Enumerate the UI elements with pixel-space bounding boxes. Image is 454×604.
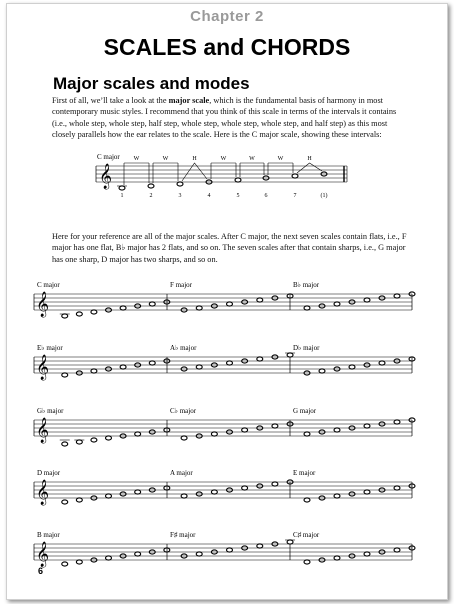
example-note [235, 178, 241, 182]
scale-note [334, 428, 340, 432]
scale-note [334, 302, 340, 306]
scale-note [196, 306, 202, 310]
scale-note [76, 498, 82, 502]
example-note [177, 182, 183, 186]
scale-note [196, 365, 202, 369]
scale-note [272, 424, 278, 428]
example-note [292, 174, 298, 178]
reference-paragraph: Here for your reference are all of the major scales. After C major, the next seven scales contain flats, i.e., F major has one flat, B♭ major has 2 flats, and so on. The seven scales after that contain sharps, i.e., G major has one sharp, D major has two sharps, and so on. [52, 232, 407, 264]
scale-note [91, 438, 97, 442]
scale-note [76, 440, 82, 444]
scale-degree-label: 1 [120, 193, 124, 199]
scale-note [349, 365, 355, 369]
scale-note [62, 314, 68, 318]
scale-label: F major [170, 281, 192, 289]
scale-note [196, 552, 202, 556]
treble-clef-icon: 𝄞 [36, 292, 50, 317]
scale-degree-label: (1) [320, 193, 328, 199]
scale-note [135, 552, 141, 556]
intro-text-b: , which is the fundamental basis of harmony in most contemporary music styles. I recommend that you think of this scale in terms of the intervals it contains (i.e., whole step, whole step, half step, whole step, whole step, whole step, and half step) as this most closely parallels how the ear relates to the scale. Here is the C major scale, showing these intervals: [52, 96, 397, 139]
scale-label: C♭ major [170, 407, 197, 415]
treble-clef-icon: 𝄞 [36, 542, 50, 567]
scale-note [364, 424, 370, 428]
scale-note [334, 494, 340, 498]
scale-label: G major [293, 407, 317, 415]
scale-note [106, 436, 112, 440]
scale-note [257, 298, 263, 302]
scale-note [211, 490, 217, 494]
interval-label: W [162, 156, 169, 162]
interval-label: H [307, 156, 312, 162]
example-note [119, 186, 125, 190]
scale-degree-label: 2 [149, 193, 153, 199]
intro-text-a: First of all, we’ll take a look at the [52, 96, 169, 105]
scale-label: C major [37, 281, 60, 289]
scale-label: D♭ major [293, 344, 320, 352]
example-label: C major [97, 153, 120, 161]
scale-note [62, 442, 68, 446]
scale-note [91, 310, 97, 314]
scale-note [394, 548, 400, 552]
scale-note [227, 361, 233, 365]
scale-label: F♯ major [170, 531, 196, 539]
scale-note [135, 432, 141, 436]
scale-note [319, 369, 325, 373]
scale-note [106, 494, 112, 498]
scale-note [62, 373, 68, 377]
scale-label: C♯ major [293, 531, 320, 539]
scale-note [379, 361, 385, 365]
scale-label: A major [170, 469, 193, 477]
scale-label: B♭ major [293, 281, 320, 289]
scale-degree-label: 3 [178, 193, 182, 199]
scale-label: G♭ major [37, 407, 64, 415]
scale-note [287, 540, 293, 544]
treble-clef-icon: 𝄞 [36, 418, 50, 443]
scale-note [287, 353, 293, 357]
treble-clef-icon: 𝄞 [36, 480, 50, 505]
scale-label: E♭ major [37, 344, 63, 352]
scale-degree-label: 7 [293, 193, 297, 199]
scale-note [91, 369, 97, 373]
scale-label: B major [37, 531, 60, 539]
chapter-label: Chapter 2 [190, 8, 264, 25]
section-title: Major scales and modes [53, 74, 250, 93]
intro-bold-term: major scale [168, 96, 210, 105]
scale-note [242, 486, 248, 490]
scale-note [334, 556, 340, 560]
scale-note [135, 490, 141, 494]
scale-note [364, 552, 370, 556]
scale-label: E major [293, 469, 316, 477]
scale-note [227, 302, 233, 306]
scale-note [76, 312, 82, 316]
half-step-bracket [297, 163, 322, 173]
interval-label: W [220, 156, 227, 162]
scale-note [257, 357, 263, 361]
scale-note [257, 544, 263, 548]
scale-degree-label: 4 [207, 193, 211, 199]
scale-degree-label: 6 [264, 193, 268, 199]
scale-note [106, 556, 112, 560]
scale-note [227, 548, 233, 552]
scale-note [304, 432, 310, 436]
scale-note [394, 420, 400, 424]
scale-note [364, 298, 370, 302]
scale-label: A♭ major [170, 344, 197, 352]
scale-note [304, 498, 310, 502]
scale-note [272, 482, 278, 486]
scale-note [394, 294, 400, 298]
scale-note [62, 500, 68, 504]
scale-note [304, 560, 310, 564]
scale-note [149, 302, 155, 306]
scale-note [120, 306, 126, 310]
scale-note [76, 560, 82, 564]
interval-label: W [249, 156, 255, 162]
treble-clef-icon: 𝄞 [99, 164, 113, 189]
scale-note [120, 365, 126, 369]
scale-note [394, 486, 400, 490]
interval-label: W [133, 156, 140, 162]
example-note [148, 184, 154, 188]
scale-note [304, 306, 310, 310]
treble-clef-icon: 𝄞 [36, 355, 50, 380]
scale-degree-label: 5 [236, 193, 240, 199]
scale-note [181, 436, 187, 440]
interval-label: H [192, 156, 197, 162]
chapter-title: SCALES and CHORDS [103, 34, 351, 60]
interval-label: W [277, 156, 284, 162]
scale-label: D major [37, 469, 61, 477]
scale-note [181, 494, 187, 498]
scale-note [364, 490, 370, 494]
scale-note [62, 562, 68, 566]
scale-note [242, 428, 248, 432]
scale-note [211, 432, 217, 436]
page-number: 6 [38, 566, 44, 576]
scale-note [149, 361, 155, 365]
